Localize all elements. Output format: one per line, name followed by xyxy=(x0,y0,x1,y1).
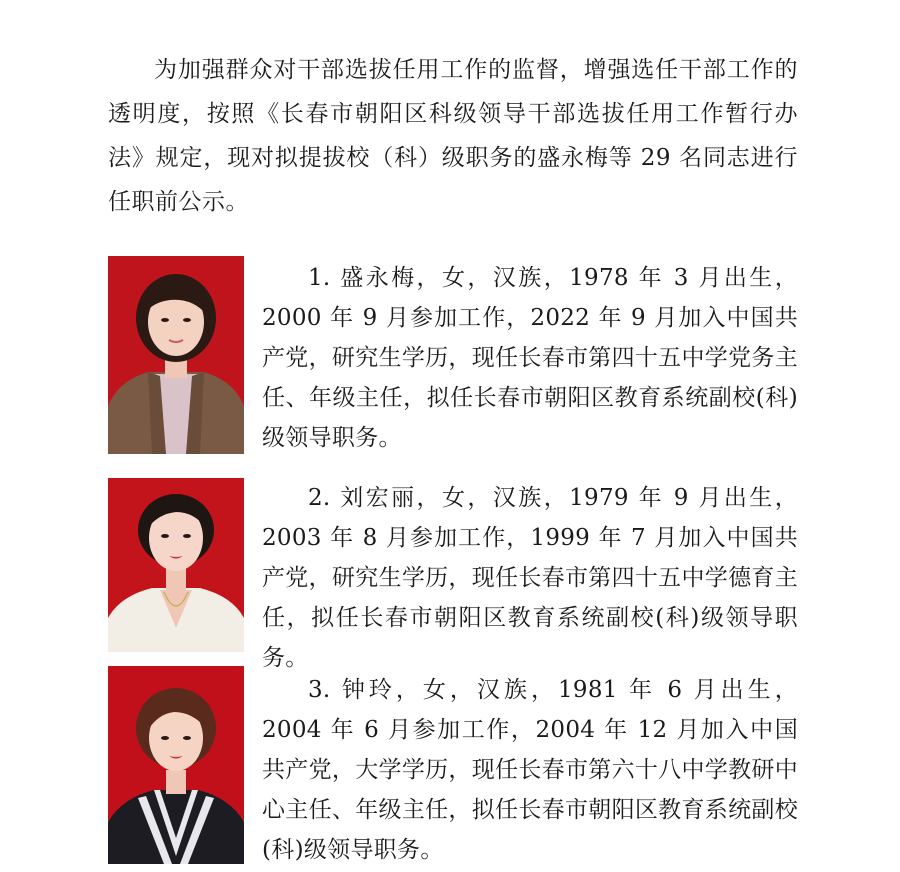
portrait-photo-2 xyxy=(108,478,244,652)
portrait-photo-1 xyxy=(108,256,244,454)
person-bio-3: 3. 钟玲，女，汉族，1981 年 6 月出生，2004 年 6 月参加工作，2004 年 12 月加入中国共产党，大学学历，现任长春市第六十八中学教研中心主任、年级主任，拟任长春市朝阳区教育系统副校(科)级领导职务。 xyxy=(262,677,798,863)
person-entry-3 xyxy=(108,666,798,866)
person-entry-1 xyxy=(108,256,798,456)
person-bio-1: 1. 盛永梅，女，汉族，1978 年 3 月出生，2000 年 9 月参加工作，2022 年 9 月加入中国共产党，研究生学历，现任长春市第四十五中学党务主任、年级主任，拟任长春市朝阳区教育系统副校(科)级领导职务。 xyxy=(262,265,798,451)
intro-paragraph: 为加强群众对干部选拔任用工作的监督，增强选任干部工作的透明度，按照《长春市朝阳区科级领导干部选拔任用工作暂行办法》规定，现对拟提拔校（科）级职务的盛永梅等 29 名同志进行任职前公示。 xyxy=(108,57,798,215)
person-entry-2 xyxy=(108,478,798,671)
person-bio-2: 2. 刘宏丽，女，汉族，1979 年 9 月出生，2003 年 8 月参加工作，1999 年 7 月加入中国共产党，研究生学历，现任长春市第四十五中学德育主任，拟任长春市朝阳区教育系统副校(科)级领导职务。 xyxy=(262,485,798,671)
portrait-photo-3 xyxy=(108,666,244,864)
